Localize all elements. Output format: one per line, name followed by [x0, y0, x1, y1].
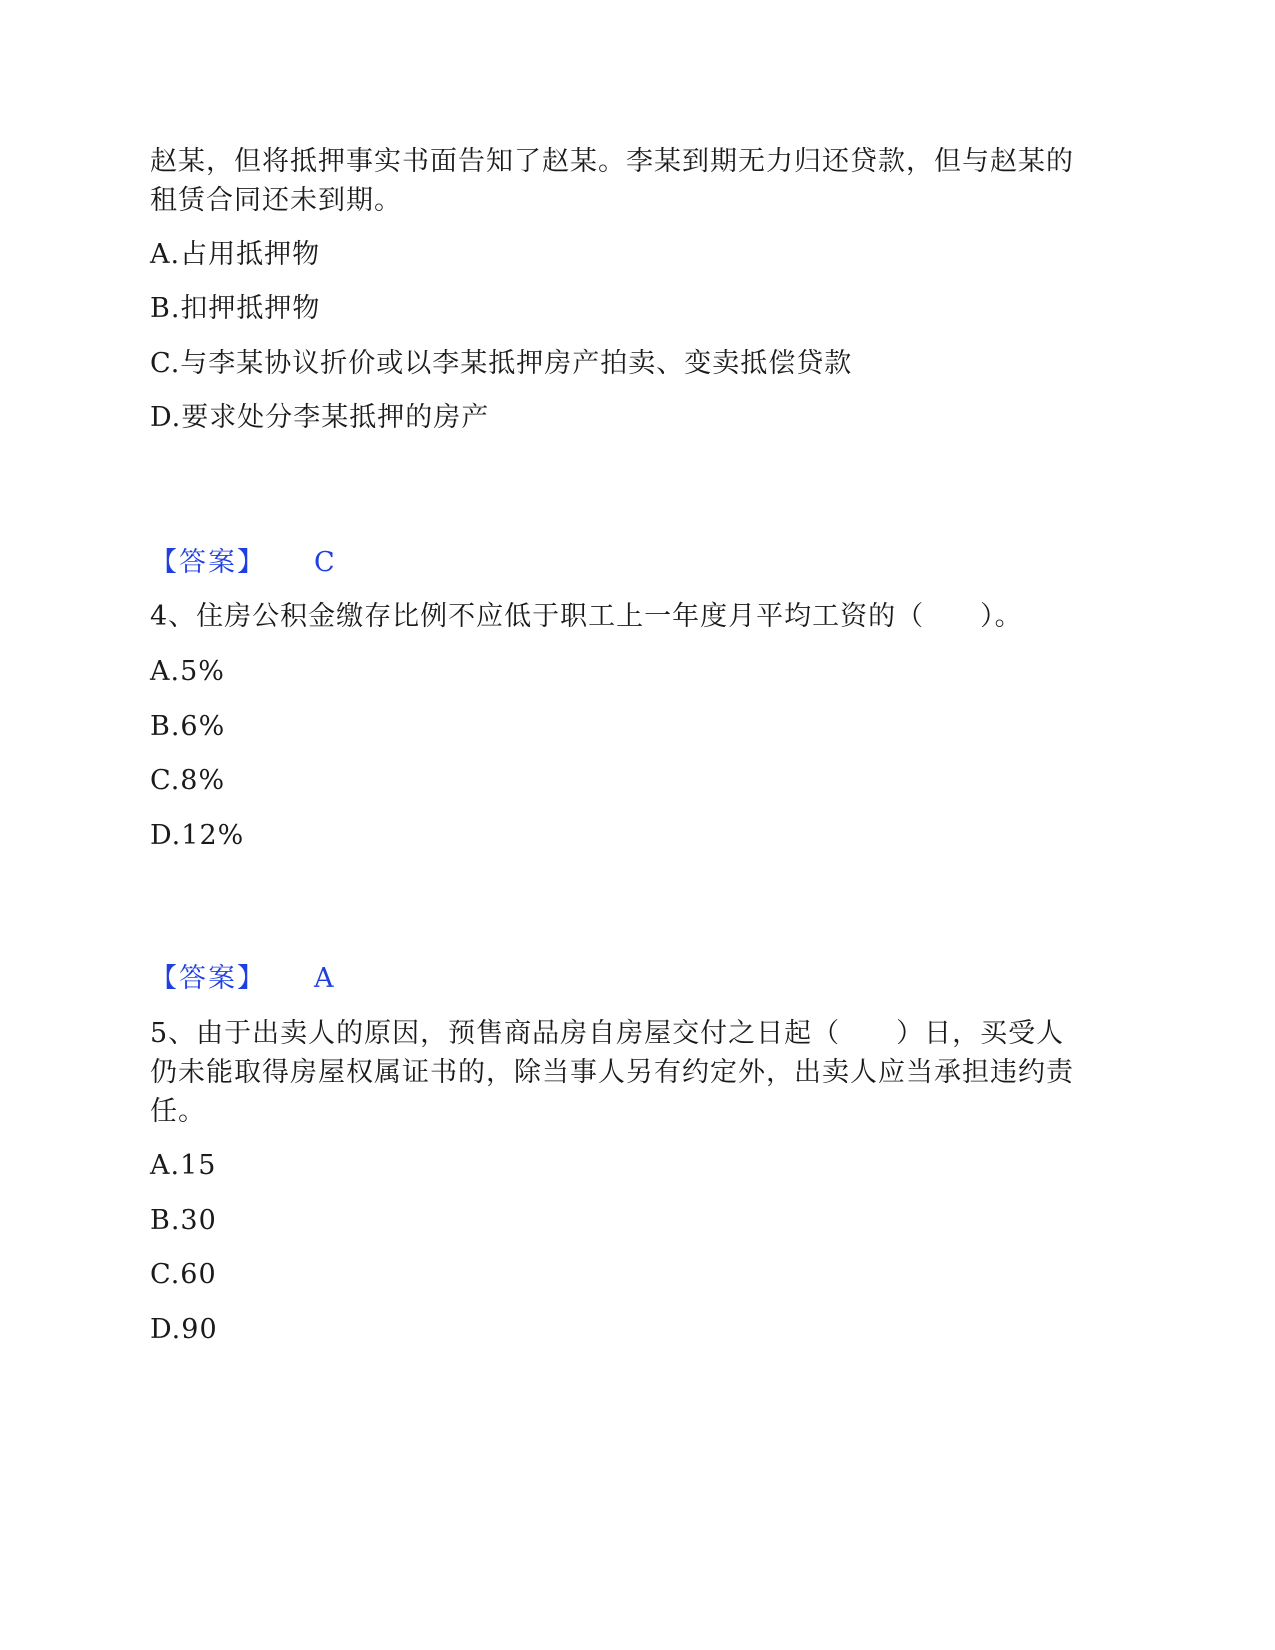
q4-option-a: A.5% — [150, 656, 225, 687]
q3-option-a: A.占用抵押物 — [150, 239, 321, 270]
q5-option-b: B.30 — [150, 1205, 217, 1236]
q5-option-c: C.60 — [150, 1259, 217, 1290]
q5-stem-line-2: 仍未能取得房屋权属证书的，除当事人另有约定外，出卖人应当承担违约责 — [150, 1057, 1074, 1088]
q3-answer-value: C — [314, 547, 335, 578]
q3-stem-line-2: 租赁合同还未到期。 — [150, 185, 402, 216]
q5-option-a: A.15 — [150, 1150, 217, 1181]
q5-stem-line-3: 任。 — [150, 1096, 206, 1127]
q3-answer-label: 【答案】 — [150, 547, 266, 578]
q3-option-d: D.要求处分李某抵押的房产 — [150, 402, 490, 433]
q4-option-c: C.8% — [150, 765, 226, 796]
q4-option-b: B.6% — [150, 711, 226, 742]
q3-option-c: C.与李某协议折价或以李某抵押房产拍卖、变卖抵偿贷款 — [150, 348, 853, 379]
q4-stem-line-1: 4、住房公积金缴存比例不应低于职工上一年度月平均工资的（ ）。 — [150, 601, 1023, 632]
q5-option-d: D.90 — [150, 1314, 218, 1345]
q4-option-d: D.12% — [150, 820, 245, 851]
q5-stem-line-1: 5、由于出卖人的原因，预售商品房自房屋交付之日起（ ）日，买受人 — [150, 1018, 1065, 1049]
q4-answer-label: 【答案】 — [150, 963, 266, 994]
q3-stem-line-1: 赵某，但将抵押事实书面告知了赵某。李某到期无力归还贷款，但与赵某的 — [150, 146, 1074, 177]
q3-answer — [150, 542, 335, 584]
q3-option-b: B.扣押抵押物 — [150, 293, 321, 324]
q4-answer — [150, 958, 334, 1000]
q4-answer-value: A — [314, 963, 334, 994]
